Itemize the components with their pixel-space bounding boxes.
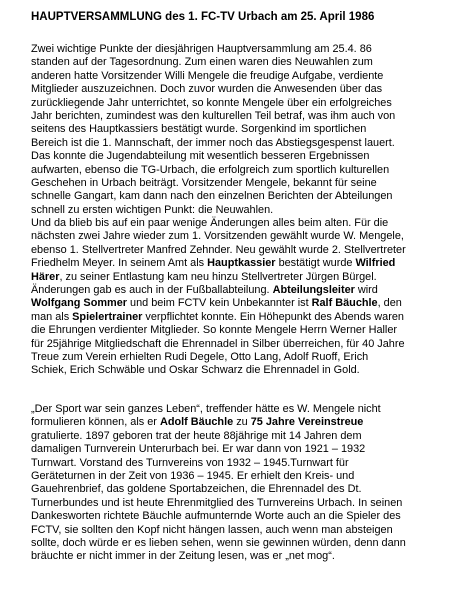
text-line [31, 190, 455, 203]
text-segment: Bereich ist die 1. Mannschaft, der immer noch das Abstiegsgespenst lauert. [31, 136, 395, 149]
text-segment: FCTV, sie sollten den Kopf nicht hängen lassen, auch wenn man absteigen [31, 523, 393, 536]
text-segment: man als [31, 310, 73, 323]
text-segment: Änderungen gab es auch in der Fußballabteilung. [31, 284, 273, 297]
text-line [31, 550, 455, 563]
text-segment: bräuchte er nicht immer in der Zeitung lesen, was er „net mog“. [31, 550, 335, 563]
text-segment: nächsten zwei Jahre wieder zum 1. Vorsitzenden gewählt wurde W. Mengele, [31, 230, 404, 243]
text-line [31, 177, 455, 190]
bold-text: Hauptkassier [207, 257, 276, 270]
text-line [31, 470, 455, 483]
bold-text: Abteilungsleiter [272, 284, 355, 297]
text-line [31, 457, 455, 470]
text-segment: zurückliegende Jahr unterrichtet, so konnte Mengele über ein erfolgreiches [31, 96, 392, 109]
text-line [31, 123, 455, 136]
text-line [31, 297, 455, 310]
text-line [31, 403, 455, 416]
text-segment: , den [377, 297, 402, 310]
bold-text: Wolfgang Sommer [31, 297, 128, 310]
text-segment: Turnwart. Vorstand des Turnvereins von 1932 – 1945.Turnwart für [31, 456, 349, 469]
paragraph-adolf-baeuchle [31, 403, 455, 564]
text-segment: zu [233, 416, 251, 429]
text-segment: schnell zu ersten wichtigen Punkt: die Neuwahlen. [31, 203, 274, 216]
text-line [31, 257, 455, 270]
text-line [31, 70, 455, 83]
text-line [31, 364, 455, 377]
text-line [31, 43, 455, 56]
text-segment: standen auf der Tagesordnung. Zum einen waren dies Neuwahlen zum [31, 56, 373, 69]
text-segment: Treue zum Verein erhielten Rudi Degele, Otto Lang, Adolf Ruoff, Erich [31, 350, 369, 363]
text-line [31, 524, 455, 537]
text-segment: Zwei wichtige Punkte der diesjährigen Hauptversammlung am 25.4. 86 [31, 43, 372, 55]
bold-text: 75 Jahre Vereinstreue [250, 416, 364, 429]
text-segment: bestätigt wurde [275, 257, 356, 270]
text-segment: und beim FCTV kein Unbekannter ist [127, 297, 312, 310]
text-line [31, 244, 455, 257]
bold-text: Adolf Bäuchle [159, 416, 234, 429]
text-segment: Geräteturnen in der Zeit von 1936 – 1945. Er erhielt den Kreis- und [31, 469, 355, 482]
text-line [31, 110, 455, 123]
text-segment: , zu seiner Entlastung kam neu hinzu Stellvertreter Jürgen Bürgel. [59, 270, 377, 283]
text-line [31, 230, 455, 243]
text-line [31, 271, 455, 284]
text-segment: aufwarten, ebenso die TG-Urbach, die erfolgreich zum sportlich kulturellen [31, 163, 390, 176]
text-segment: Schiek, Erich Schwäble und Oskar Schwarz die Ehrennadel in Gold. [31, 364, 360, 377]
document-title: HAUPTVERSAMMLUNG des 1. FC-TV Urbach am 25. April 1986 [31, 11, 375, 23]
text-line [31, 56, 455, 69]
text-line [31, 150, 455, 163]
text-segment: Das konnte die Jugendabteilung mit wesentlich besseren Ergebnissen [31, 150, 370, 163]
text-segment: ebenso 1. Stellvertreter Manfred Zehnder. Neu gewählt wurde 2. Stellvertreter [31, 243, 406, 256]
text-line [31, 443, 455, 456]
text-segment: Mitglieder auszuzeichnen. Doch zuvor wurden die Anwesenden über das [31, 83, 383, 96]
text-segment: für 25jährige Mitgliedschaft die Ehrennadel in Silber überreichen, für 40 Jahre [31, 337, 405, 350]
bold-text: Ralf Bäuchle [311, 297, 378, 310]
text-line [31, 483, 455, 496]
text-segment: Jahr berichten, zumindest was den kulturellen Teil betraf, was ihm auch von [31, 109, 396, 122]
bold-text: Wilfried [355, 257, 396, 270]
text-line [31, 416, 455, 429]
text-segment: die Ehrungen verdienter Mitglieder. So konnte Mengele Herrn Werner Haller [31, 324, 398, 337]
text-segment: Gauehrenbrief, das goldene Sportabzeichen, die Ehrennadel des Dt. [31, 483, 362, 496]
text-segment: „Der Sport war sein ganzes Leben“, treffender hätte es W. Mengele nicht [31, 403, 381, 415]
text-segment: Friedhelm Meyer. In seinem Amt als [31, 257, 208, 270]
text-segment: wird [354, 284, 378, 297]
text-line [31, 217, 455, 230]
text-line [31, 137, 455, 150]
bold-text: Härer [31, 270, 60, 283]
text-line [31, 324, 455, 337]
text-segment: verpflichtet konnte. Ein Höhepunkt des Abends waren [142, 310, 404, 323]
text-segment: Turnerbundes und ist heute Ehrenmitglied des Turnvereins Urbach. In seinen [31, 496, 403, 509]
text-line [31, 83, 455, 96]
text-line [31, 537, 455, 550]
text-line [31, 284, 455, 297]
text-segment: sollte, doch würde er es lieben sehen, wenn sie gewinnen würden, denn dann [31, 536, 406, 549]
text-segment: gratulierte. 1897 geboren trat der heute 88jährige mit 14 Jahren dem [31, 429, 362, 442]
text-line [31, 164, 455, 177]
text-segment: seitens des Hauptkassiers bestätigt wurde. Sorgenkind im sportlichen [31, 123, 367, 136]
paragraph-general-meeting [31, 43, 455, 378]
text-line [31, 497, 455, 510]
text-line [31, 338, 455, 351]
text-segment: formulieren können, als er [31, 416, 160, 429]
text-line [31, 204, 455, 217]
text-line [31, 97, 455, 110]
text-line [31, 510, 455, 523]
text-segment: Und da blieb bis auf ein paar wenige Änderungen alles beim alten. Für die [31, 217, 389, 230]
text-segment: damaligen Turnverein Unterurbach bei. Er war dann von 1921 – 1932 [31, 443, 366, 456]
text-line [31, 311, 455, 324]
bold-text: Spielertrainer [72, 310, 143, 323]
text-segment: Dankesworten richtete Bäuchle aufmunternde Worte auch an die Spieler des [31, 510, 401, 523]
text-line [31, 351, 455, 364]
text-segment: schnelle Gangart, kam dann nach den einzelnen Berichten der Abteilungen [31, 190, 393, 203]
text-segment: anderen hatte Vorsitzender Willi Mengele die freudige Aufgabe, verdiente [31, 69, 384, 82]
text-line [31, 430, 455, 443]
text-segment: Geschehen in Urbach beiträgt. Vorsitzender Mengele, bekannt für seine [31, 176, 377, 189]
